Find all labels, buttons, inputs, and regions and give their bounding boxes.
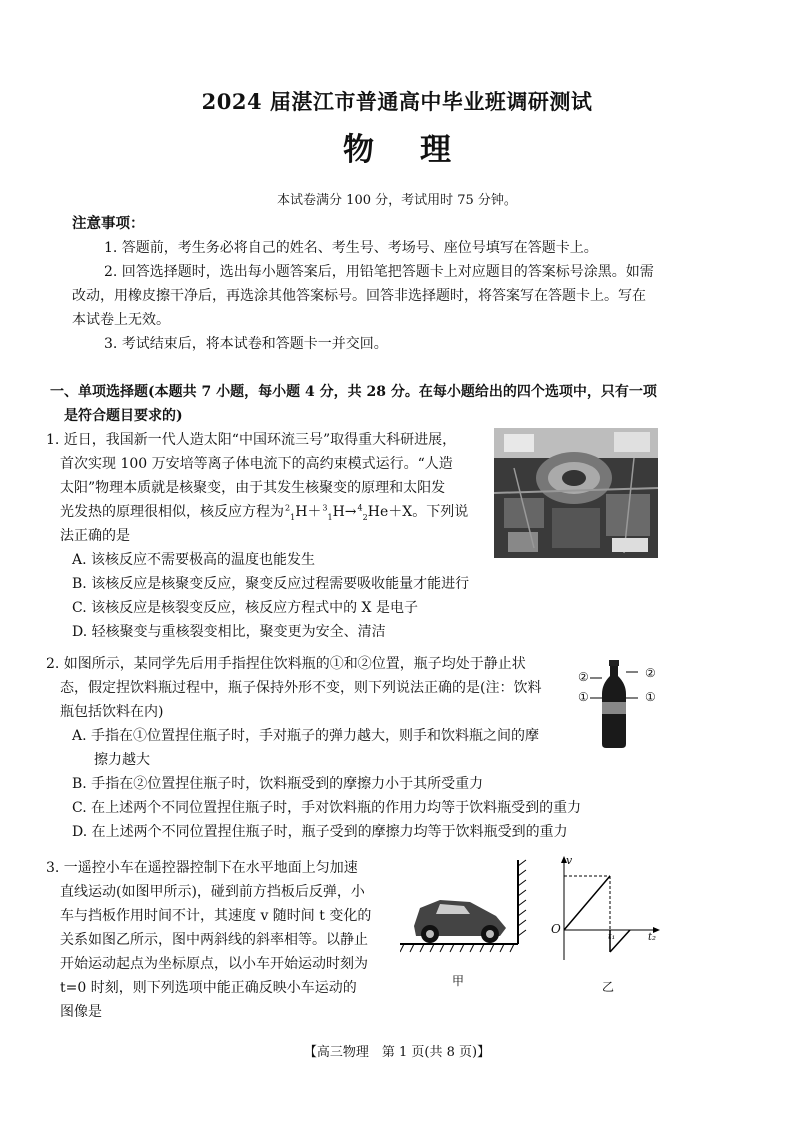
q1-line: 法正确的是 [60, 528, 130, 544]
q3-line: 开始运动起点为坐标原点，以小车开始运动时刻为 [60, 956, 368, 972]
question-1-options [46, 548, 646, 644]
figure-jia-label: 甲 [452, 974, 465, 988]
section-heading-line1: 一、单项选择题(本题共 7 小题，每小题 4 分，共 28 分。在每小题给出的四个选项中，只有一项 [50, 384, 657, 400]
exam-info: 本试卷满分 100 分，考试用时 75 分钟。 [277, 193, 517, 208]
tokamak-photo [494, 428, 658, 558]
option-a: A. 该核反应不需要极高的温度也能发生 [72, 552, 316, 568]
graph-t1-label: t₁ [608, 932, 616, 942]
option-d: D. 轻核聚变与重核裂变相比，聚变更为安全、清洁 [72, 624, 386, 640]
subject-title: 物理 [343, 132, 497, 168]
nuclear-equation: $^2_1$H＋$^3_1$H→$^4_2$He＋X [285, 503, 413, 522]
notice-item: 1. 答题前，考生务必将自己的姓名、考生号、考场号、座位号填写在答题卡上。 [104, 240, 598, 256]
q2-line: 态，假定捏饮料瓶过程中，瓶子保持外形不变，则下列说法正确的是(注：饮料 [60, 680, 542, 696]
question-3 [46, 856, 406, 1024]
bottle-label-1-left: ① [578, 690, 589, 704]
option-c: C. 在上述两个不同位置捏住瓶子时，手对饮料瓶的作用力均等于饮料瓶受到的重力 [72, 800, 582, 816]
option-b: B. 手指在②位置捏住瓶子时，饮料瓶受到的摩擦力小于其所受重力 [72, 776, 484, 792]
q2-line: 瓶包括饮料在内) [60, 704, 164, 720]
notice-heading: 注意事项： [72, 215, 145, 232]
graph-v-label: v [566, 854, 573, 867]
page-footer: 【高三物理 第 1 页(共 8 页)】 [303, 1045, 491, 1060]
q3-line: t=0 时刻，则下列选项中能正确反映小车运动的 [60, 980, 357, 996]
option-a: A. 手指在①位置捏住瓶子时，手对瓶子的弹力越大，则手和饮料瓶之间的摩 [72, 728, 540, 744]
q3-line: 图像是 [60, 1004, 102, 1020]
q3-line: 3. 一遥控小车在遥控器控制下在水平地面上匀加速 [46, 860, 358, 876]
car-wall-figure [400, 856, 532, 956]
graph-t2-label: t₂ [648, 932, 657, 943]
bottle-label-2-right: ② [645, 666, 656, 680]
q3-line: 关系如图乙所示，图中两斜线的斜率相等。以静止 [60, 932, 368, 948]
notice-item: 3. 考试结束后，将本试卷和答题卡一并交回。 [104, 336, 388, 352]
q1-equation-line: 光发热的原理很相似，核反应方程为$^2_1$H＋$^3_1$H→$^4_2$He＋X。下列说 [60, 503, 469, 522]
question-1 [46, 428, 496, 548]
q3-line: 车与挡板作用时间不计，其速度 v 随时间 t 变化的 [60, 908, 372, 924]
option-b: B. 该核反应是核聚变反应，聚变反应过程需要吸收能量才能进行 [72, 576, 470, 592]
option-d: D. 在上述两个不同位置捏住瓶子时，瓶子受到的摩擦力均等于饮料瓶受到的重力 [72, 824, 568, 840]
exam-title: 2024 届湛江市普通高中毕业班调研测试 [201, 89, 593, 114]
notice-item: 2. 回答选择题时，选出每小题答案后，用铅笔把答题卡上对应题目的答案标号涂黑。如需改动，用橡皮擦干净后，再选涂其他答案标号。回答非选择题时，将答案写在答题卡上。写在本试卷上无效。 [72, 264, 654, 328]
section-heading [50, 380, 668, 428]
q1-line: 首次实现 100 万安培等离子体电流下的高约束模式运行。“人造 [60, 456, 453, 472]
vt-graph [540, 856, 664, 966]
bottle-label-2-left: ② [578, 670, 589, 684]
notice-list [72, 236, 654, 356]
option-a-cont: 擦力越大 [94, 752, 150, 768]
q1-line: 太阳”物理本质就是核聚变，由于其发生核聚变的原理和太阳发 [60, 480, 446, 496]
question-2 [46, 652, 606, 844]
section-heading-line2: 是符合题目要求的) [64, 408, 183, 424]
q1-line: 1. 近日，我国新一代人造太阳“中国环流三号”取得重大科研进展， [46, 432, 457, 448]
graph-origin-label: O [551, 922, 561, 936]
bottle-label-1-right: ① [645, 690, 656, 704]
q3-line: 直线运动(如图甲所示)，碰到前方挡板后反弹，小 [60, 884, 365, 900]
figure-yi-label: 乙 [602, 980, 615, 994]
q2-line: 2. 如图所示，某同学先后用手指捏住饮料瓶的①和②位置，瓶子均处于静止状 [46, 656, 526, 672]
option-c: C. 该核反应是核裂变反应，核反应方程式中的 X 是电子 [72, 600, 418, 616]
